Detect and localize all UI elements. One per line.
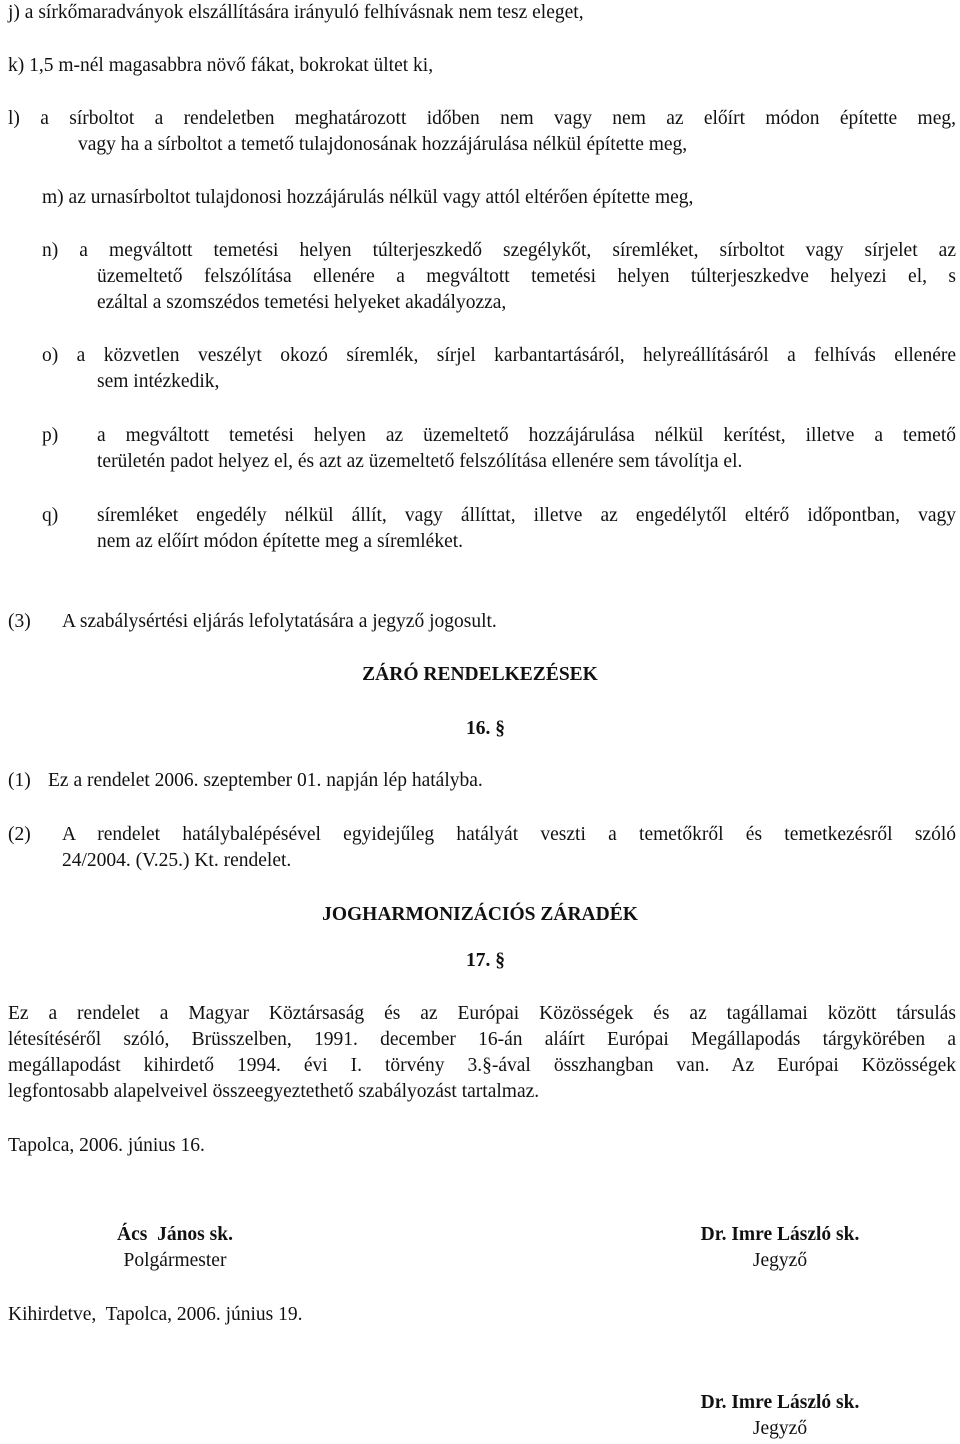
signature-notary-role: Jegyző <box>752 1250 808 1271</box>
announcement: Kihirdetve, Tapolca, 2006. június 19. <box>8 1304 303 1325</box>
item-q-label: q) <box>42 505 59 526</box>
closing-p1-text: Ez a rendelet 2006. szeptember 01. napján lép hatályba. <box>48 770 483 791</box>
closing-heading: ZÁRÓ RENDELKEZÉSEK <box>362 664 598 685</box>
harmonization-heading: JOGHARMONIZÁCIÓS ZÁRADÉK <box>322 904 638 925</box>
item-q-line-1: síremléket engedély nélkül állít, vagy állíttat, illetve az engedélytől eltérő időpontban, vagy <box>97 505 956 526</box>
closing-p2-label: (2) <box>8 824 31 845</box>
para-3-label: (3) <box>8 611 31 632</box>
place-date: Tapolca, 2006. június 16. <box>8 1135 205 1156</box>
final-signature <box>660 1390 900 1442</box>
signature-notary-name: Dr. Imre László sk. <box>700 1224 860 1245</box>
item-p-line-2: területén padot helyez el, és azt az üzemeltető felszólítása ellenére sem távolítja el. <box>97 451 743 472</box>
item-n-line-1: n) a megváltott temetési helyen túlterjeszkedő szegélykőt, síremléket, sírboltot vagy sírjelet az <box>42 240 956 261</box>
harmonization-line-3: megállapodást kihirdető 1994. évi I. törvény 3.§-ával összhangban van. Az Európai Közösségek <box>8 1055 956 1076</box>
para-3-text: A szabálysértési eljárás lefolytatására a jegyző jogosult. <box>62 611 497 632</box>
final-signature-role: Jegyző <box>752 1418 808 1439</box>
closing-section-number: 16. § <box>466 718 505 739</box>
harmonization-section-number: 17. § <box>466 950 505 971</box>
signature-mayor-role: Polgármester <box>123 1250 227 1271</box>
item-j: j) a sírkőmaradványok elszállítására irányuló felhívásnak nem tesz eleget, <box>8 2 584 23</box>
item-n-line-3: ezáltal a szomszédos temetési helyeket akadályozza, <box>97 292 507 313</box>
item-p-label: p) <box>42 425 59 446</box>
item-n-line-2: üzemeltető felszólítása ellenére a megváltott temetési helyen túlterjeszkedve helyezi el, s <box>97 266 956 287</box>
signature-mayor <box>60 1222 290 1274</box>
signature-notary <box>660 1222 900 1274</box>
item-k: k) 1,5 m-nél magasabbra növő fákat, bokrokat ültet ki, <box>8 55 434 76</box>
closing-p2-line-2: 24/2004. (V.25.) Kt. rendelet. <box>62 850 292 871</box>
item-q-line-2: nem az előírt módon építette meg a síremléket. <box>97 531 464 552</box>
signature-mayor-name: Ács János sk. <box>117 1224 233 1245</box>
item-l-line-2: vagy ha a sírboltot a temető tulajdonosának hozzájárulása nélkül építette meg, <box>78 134 688 155</box>
closing-p1-label: (1) <box>8 770 31 791</box>
closing-p2-line-1: A rendelet hatálybalépésével egyidejűleg hatályát veszti a temetőkről és temetkezésről szóló <box>62 824 956 845</box>
item-p-line-1: a megváltott temetési helyen az üzemeltető hozzájárulása nélkül kerítést, illetve a temető <box>97 425 956 446</box>
harmonization-line-1: Ez a rendelet a Magyar Köztársaság és az Európai Közösségek és az tagállamai között társulás <box>8 1003 956 1024</box>
item-o-line-2: sem intézkedik, <box>97 371 220 392</box>
harmonization-line-4: legfontosabb alapelveivel összeegyeztethető szabályozást tartalmaz. <box>8 1081 540 1102</box>
item-o-line-1: o) a közvetlen veszélyt okozó síremlék, sírjel karbantartásáról, helyreállításáról a felhívás ellenére <box>42 345 956 366</box>
item-l-line-1: l) a sírboltot a rendeletben meghatározott időben nem vagy nem az előírt módon építette meg, <box>8 108 956 129</box>
harmonization-line-2: létesítéséről szóló, Brüsszelben, 1991. december 16-án aláírt Európai Megállapodás tárgykörében a <box>8 1029 956 1050</box>
item-m: m) az urnasírboltot tulajdonosi hozzájárulás nélkül vagy attól eltérően építette meg, <box>42 187 694 208</box>
final-signature-name: Dr. Imre László sk. <box>700 1392 860 1413</box>
